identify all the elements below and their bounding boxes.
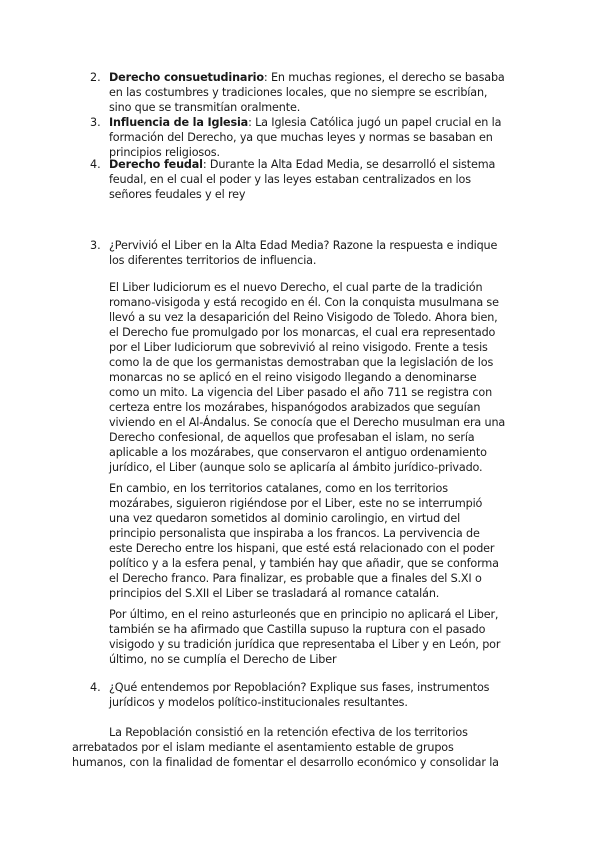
paragraph-line: principios del S.XII el Liber se trasladará al romance catalán. (109, 587, 440, 600)
paragraph-line: En cambio, en los territorios catalanes, como en los territorios (109, 482, 448, 495)
paragraph-line: certeza entre los mozárabes, hispanógodos arabizados que seguían (109, 401, 481, 414)
question-text: los diferentes territorios de influencia. (109, 254, 317, 267)
paragraph-line: romano-visigoda y está recogido en él. Con la conquista musulmana se (109, 296, 499, 309)
paragraph-line: una vez quedaron sometidos al dominio carolingio, en virtud del (109, 512, 461, 525)
paragraph-repoblacion (72, 725, 499, 770)
paragraph-line: por el Liber Iudiciorum que sobrevivió al reino visigodo. Frente a tesis (109, 341, 488, 354)
list-item-term: Derecho consuetudinario (109, 71, 264, 84)
paragraph-line: monarcas no se aplicó en el reino visigodo llegando a denominarse (109, 371, 477, 384)
paragraph-line: el Derecho fue promulgado por los monarcas, el cual era representado (109, 326, 496, 339)
list-item (109, 157, 495, 202)
paragraph-line: Derecho confesional, de aquellos que profesaban el islam, no sería (109, 431, 475, 444)
paragraph-line: humanos, con la finalidad de fomentar el desarrollo económico y consolidar la (72, 756, 499, 769)
list-item (109, 70, 505, 115)
question-text: ¿Pervivió el Liber en la Alta Edad Media? Razone la respuesta e indique (109, 239, 498, 252)
question-text: ¿Qué entendemos por Repoblación? Explique sus fases, instrumentos (109, 681, 490, 694)
paragraph-line: este Derecho entre los hispani, que esté está relacionado con el poder (109, 542, 495, 555)
paragraph-line: como la de que los germanistas demostraban que la legislación de los (109, 356, 494, 369)
list-item-text: en las costumbres y tradiciones locales, que no siempre se escribían, (109, 86, 488, 99)
list-item-text: : En muchas regiones, el derecho se basaba (263, 71, 505, 84)
paragraph-line: jurídico, el Liber (aunque solo se aplicaría al ámbito jurídico-privado. (109, 461, 483, 474)
paragraph-line: Por último, en el reino asturleonés que en principio no aplicará el Liber, (109, 608, 499, 621)
paragraph-liber-iudiciorum (109, 280, 505, 475)
list-item-text: : La Iglesia Católica jugó un papel crucial en la (248, 116, 502, 129)
paragraph-territorios-catalanes (109, 481, 499, 601)
list-item-text: sino que se transmitían oralmente. (109, 101, 301, 114)
paragraph-line: como un mito. La vigencia del Liber pasado el año 711 se registra con (109, 386, 493, 399)
question-number: 3. (90, 239, 101, 252)
list-item-text: feudal, en el cual el poder y las leyes estaban centralizados en los (109, 173, 471, 186)
list-item (109, 115, 501, 160)
list-item-term: Derecho feudal (109, 158, 203, 171)
question-3 (109, 238, 497, 268)
list-item-term: Influencia de la Iglesia (109, 116, 249, 129)
paragraph-line: principio personalista que inspiraba a los francos. La pervivencia de (109, 527, 480, 540)
paragraph-line: llevó a su vez la desaparición del Reino Visigodo de Toledo. Ahora bien, (109, 311, 498, 324)
question-4 (109, 680, 489, 710)
paragraph-line: La Repoblación consistió en la retención efectiva de los territorios (109, 726, 468, 739)
list-item-text: señores feudales y el rey (109, 188, 246, 201)
list-item-text: formación del Derecho, ya que muchas leyes y normas se basaban en (109, 131, 493, 144)
list-number: 2. (90, 71, 101, 84)
paragraph-line: político y a la esfera penal, y también hay que añadir, que se conforma (109, 557, 499, 570)
list-number: 4. (90, 158, 101, 171)
list-item-text: : Durante la Alta Edad Media, se desarrolló el sistema (202, 158, 496, 171)
paragraph-line: El Liber Iudiciorum es el nuevo Derecho, el cual parte de la tradición (109, 281, 483, 294)
paragraph-line: viviendo en el Al-Ándalus. Se conocía que el Derecho musulman era una (109, 416, 506, 429)
question-text: jurídicos y modelos político-institucionales resultantes. (109, 696, 408, 709)
list-number: 3. (90, 116, 101, 129)
list-item-text: principios religiosos. (109, 146, 220, 159)
question-number: 4. (90, 681, 101, 694)
paragraph-reino-asturleones (109, 607, 500, 667)
paragraph-line: último, no se cumplía el Derecho de Liber (109, 653, 337, 666)
paragraph-line: aplicable a los mozárabes, que conservaron el antiguo ordenamiento (109, 446, 487, 459)
paragraph-line: visigodo y su tradición jurídica que representaba el Liber y en León, por (109, 638, 501, 651)
paragraph-line: también se ha afirmado que Castilla supuso la ruptura con el pasado (109, 623, 486, 636)
paragraph-line: arrebatados por el islam mediante el asentamiento estable de grupos (72, 741, 454, 754)
paragraph-line: mozárabes, siguieron rigiéndose por el Liber, este no se interrumpió (109, 497, 483, 510)
paragraph-line: el Derecho franco. Para finalizar, es probable que a finales del S.XI o (109, 572, 482, 585)
